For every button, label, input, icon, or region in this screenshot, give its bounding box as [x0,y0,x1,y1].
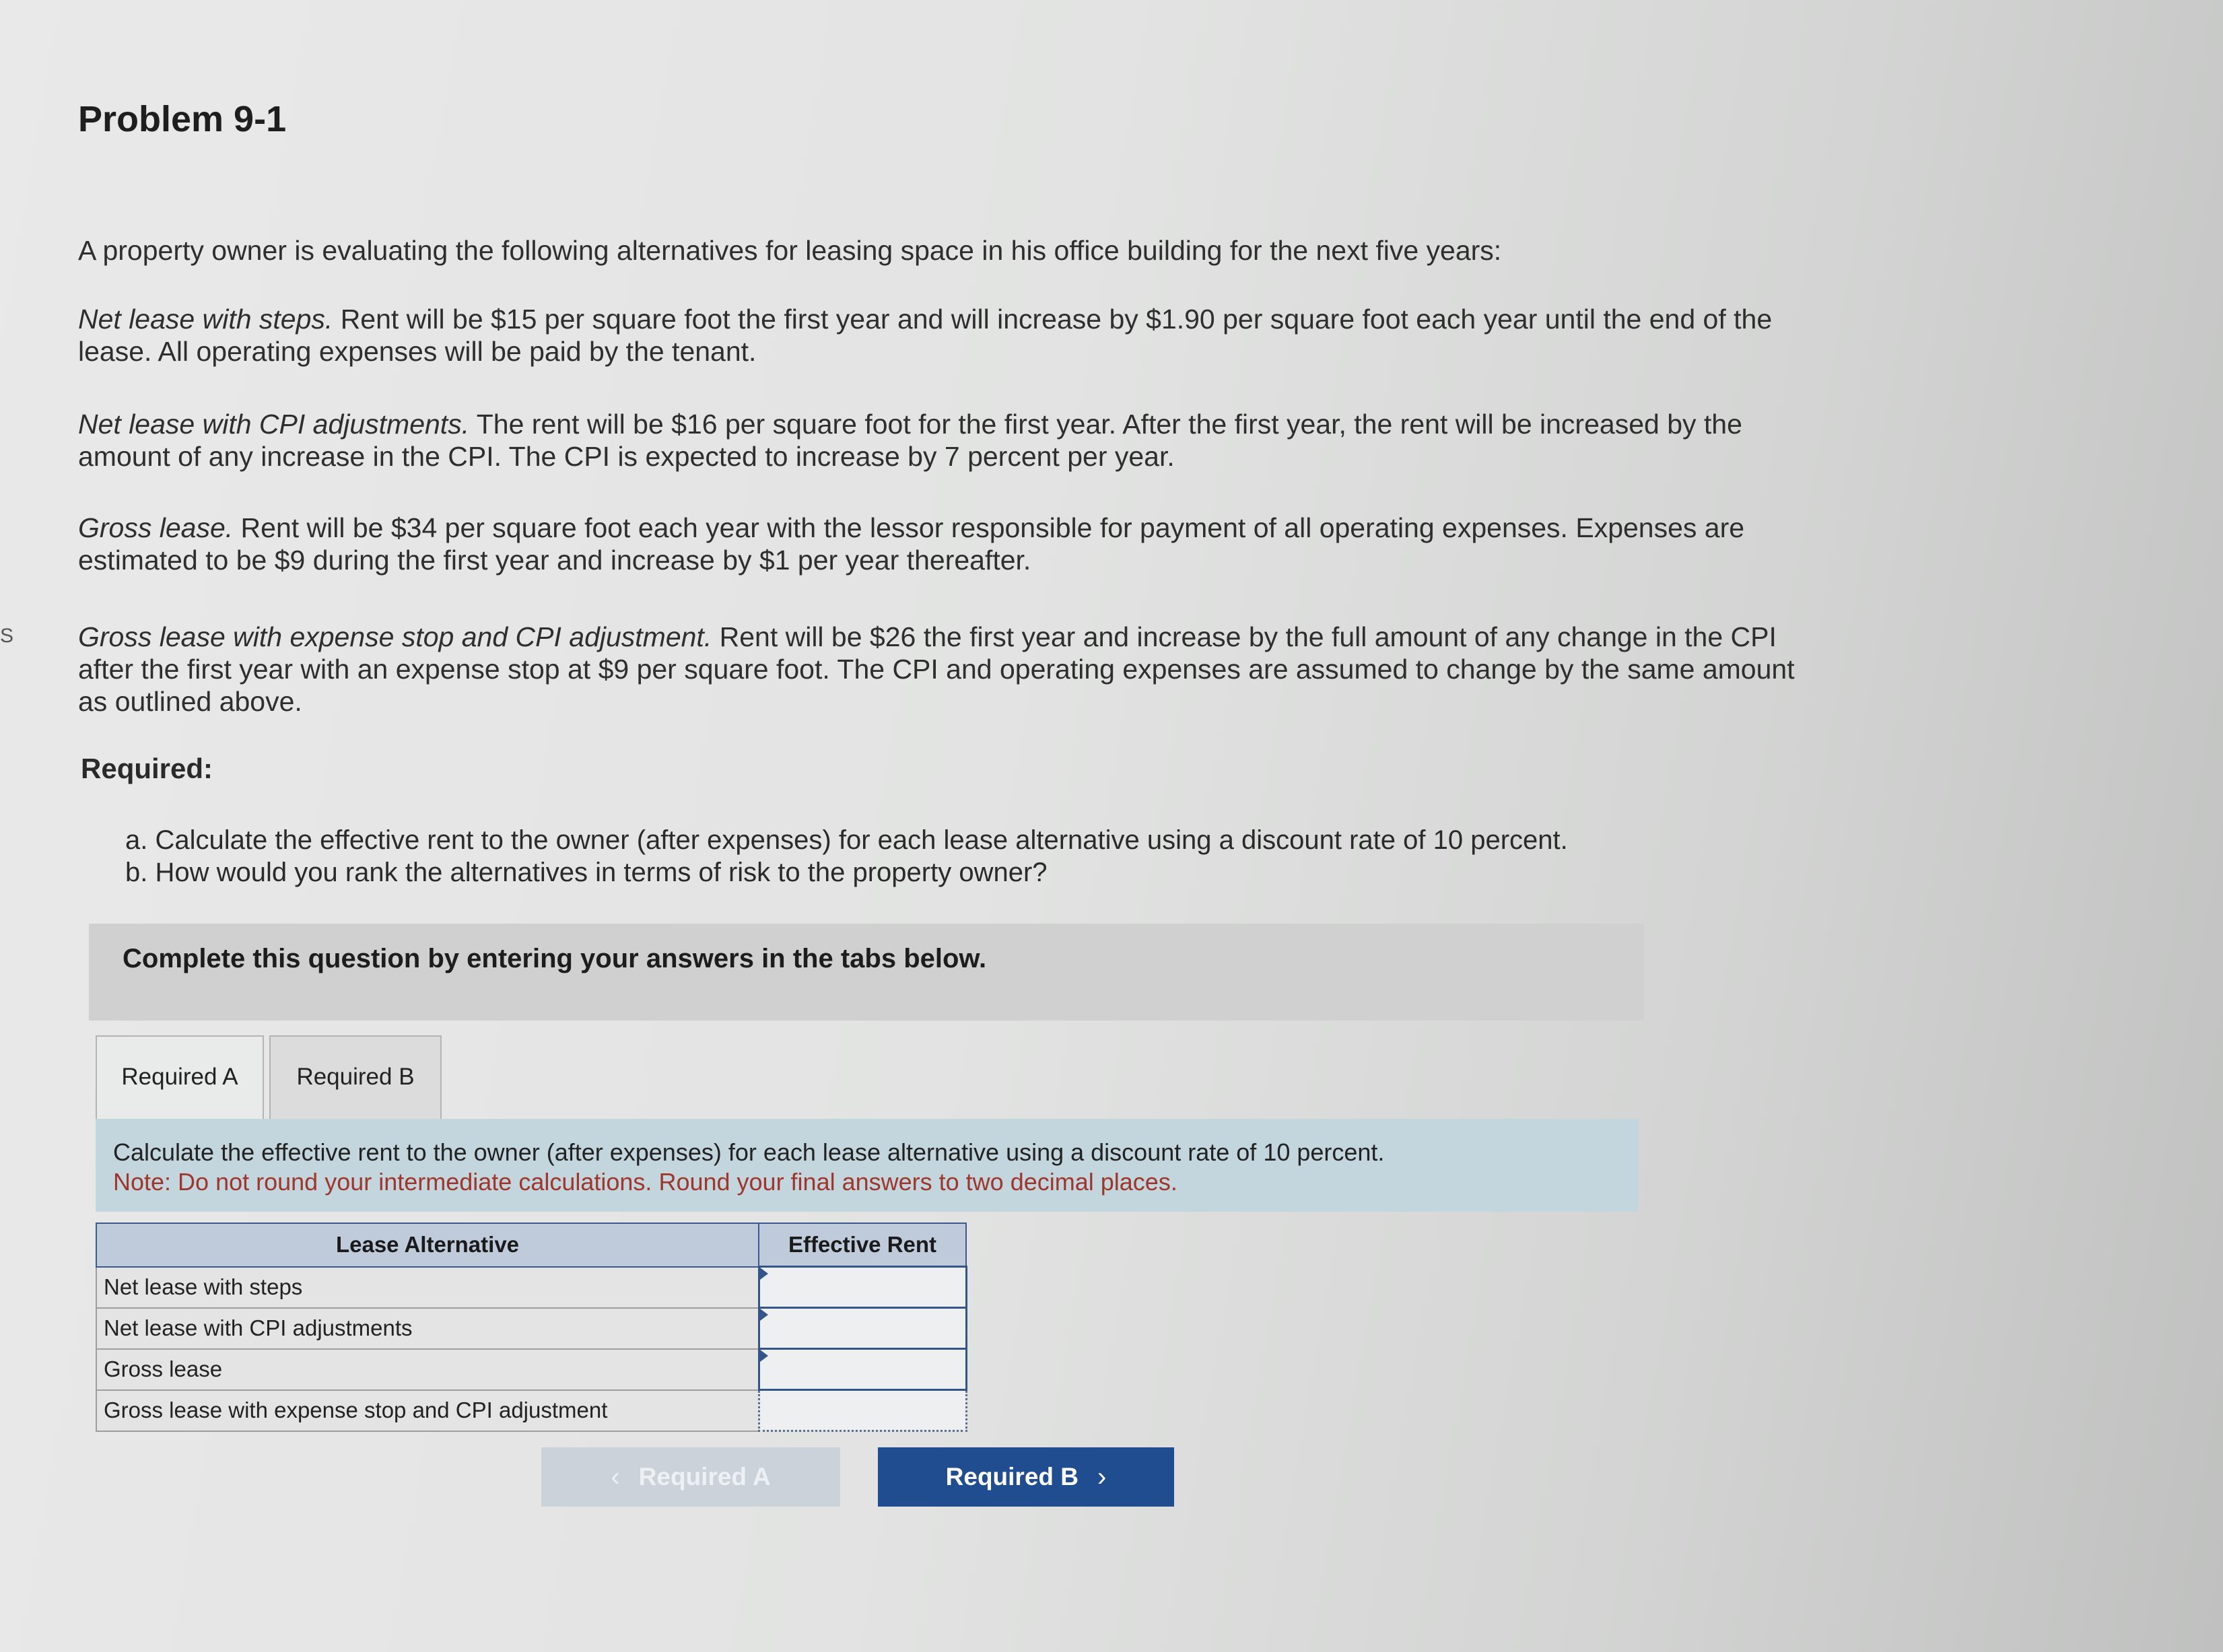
effective-rent-input-gross-lease-expense-stop[interactable] [760,1390,968,1431]
alternative-name: Net lease with CPI adjustments. [78,409,470,440]
alternative-paragraph [78,621,1828,718]
required-heading: Required: [81,753,213,784]
previous-button-label: Required A [638,1463,771,1490]
alternative-text: Rent will be $26 the first year and increase by the full amount of any change in the CPI after the first year with an expense stop at $9 per square foot. The CPI and operating expenses are assumed to change by the same amount as outlined above. [78,621,1795,717]
row-label: Gross lease [96,1349,759,1390]
required-item-a: a. Calculate the effective rent to the owner (after expenses) for each lease alternative using a discount rate of 10 percent. [125,825,1568,855]
effective-rent-input-net-lease-steps[interactable] [760,1267,968,1307]
alternative-text: Rent will be $34 per square foot each year with the lessor responsible for payment of all operating expenses. Expenses are estimated to be $9 during the first year and increase by $1 per year thereafter. [78,512,1745,576]
alternative-text: Rent will be $15 per square foot the first year and will increase by $1.90 per square foot each year until the end of the lease. All operating expenses will be paid by the tenant. [78,304,1773,367]
alternative-name: Net lease with steps. [78,304,333,335]
chevron-left-icon: ‹ [611,1461,620,1492]
alternative-paragraph [78,512,1828,576]
effective-rent-cell[interactable] [759,1349,966,1390]
alternative-name: Gross lease with expense stop and CPI adjustment. [78,621,712,652]
effective-rent-input-gross-lease[interactable] [760,1349,968,1389]
required-list [125,824,1808,889]
table-row [96,1267,966,1308]
column-header-lease-alternative: Lease Alternative [96,1223,759,1267]
alternative-paragraph [78,408,1828,473]
tab-required-b[interactable]: Required B [269,1035,442,1124]
row-label: Net lease with CPI adjustments [96,1308,759,1349]
table-row [96,1308,966,1349]
alternative-paragraph [78,303,1828,368]
page-edge-letter: S [0,625,14,647]
column-header-effective-rent: Effective Rent [759,1223,966,1267]
effective-rent-input-net-lease-cpi[interactable] [760,1308,968,1348]
effective-rent-cell[interactable] [759,1390,966,1431]
table-row [96,1349,966,1390]
next-button-label: Required B [945,1463,1079,1490]
tab-required-a[interactable]: Required A [96,1035,264,1124]
effective-rent-cell[interactable] [759,1308,966,1349]
page-title: Problem 9-1 [78,99,287,139]
alternative-name: Gross lease. [78,512,234,543]
instruction-panel [96,1119,1639,1212]
next-required-b-button[interactable] [878,1447,1174,1507]
chevron-right-icon: › [1097,1461,1107,1492]
alternative-text: The rent will be $16 per square foot for the first year. After the first year, the rent will be increased by the amount of any increase in the CPI. The CPI is expected to increase by 7 percent per year. [78,409,1742,472]
table-row [96,1390,966,1431]
required-item-b: b. How would you rank the alternatives in terms of risk to the property owner? [125,858,1048,887]
complete-banner: Complete this question by entering your answers in the tabs below. [89,924,1644,1021]
effective-rent-cell[interactable] [759,1267,966,1308]
instruction-text: Calculate the effective rent to the owner (after expenses) for each lease alternative using a discount rate of 10 percent. [113,1138,1385,1166]
instruction-note: Note: Do not round your intermediate calculations. Round your final answers to two decimal places. [113,1168,1177,1196]
row-label: Net lease with steps [96,1267,759,1308]
previous-required-a-button[interactable] [541,1447,840,1507]
table-header-row [96,1223,966,1267]
answer-table [96,1223,967,1432]
problem-intro: A property owner is evaluating the following alternatives for leasing space in his office building for the next five years: [78,235,1502,266]
row-label: Gross lease with expense stop and CPI adjustment [96,1390,759,1431]
